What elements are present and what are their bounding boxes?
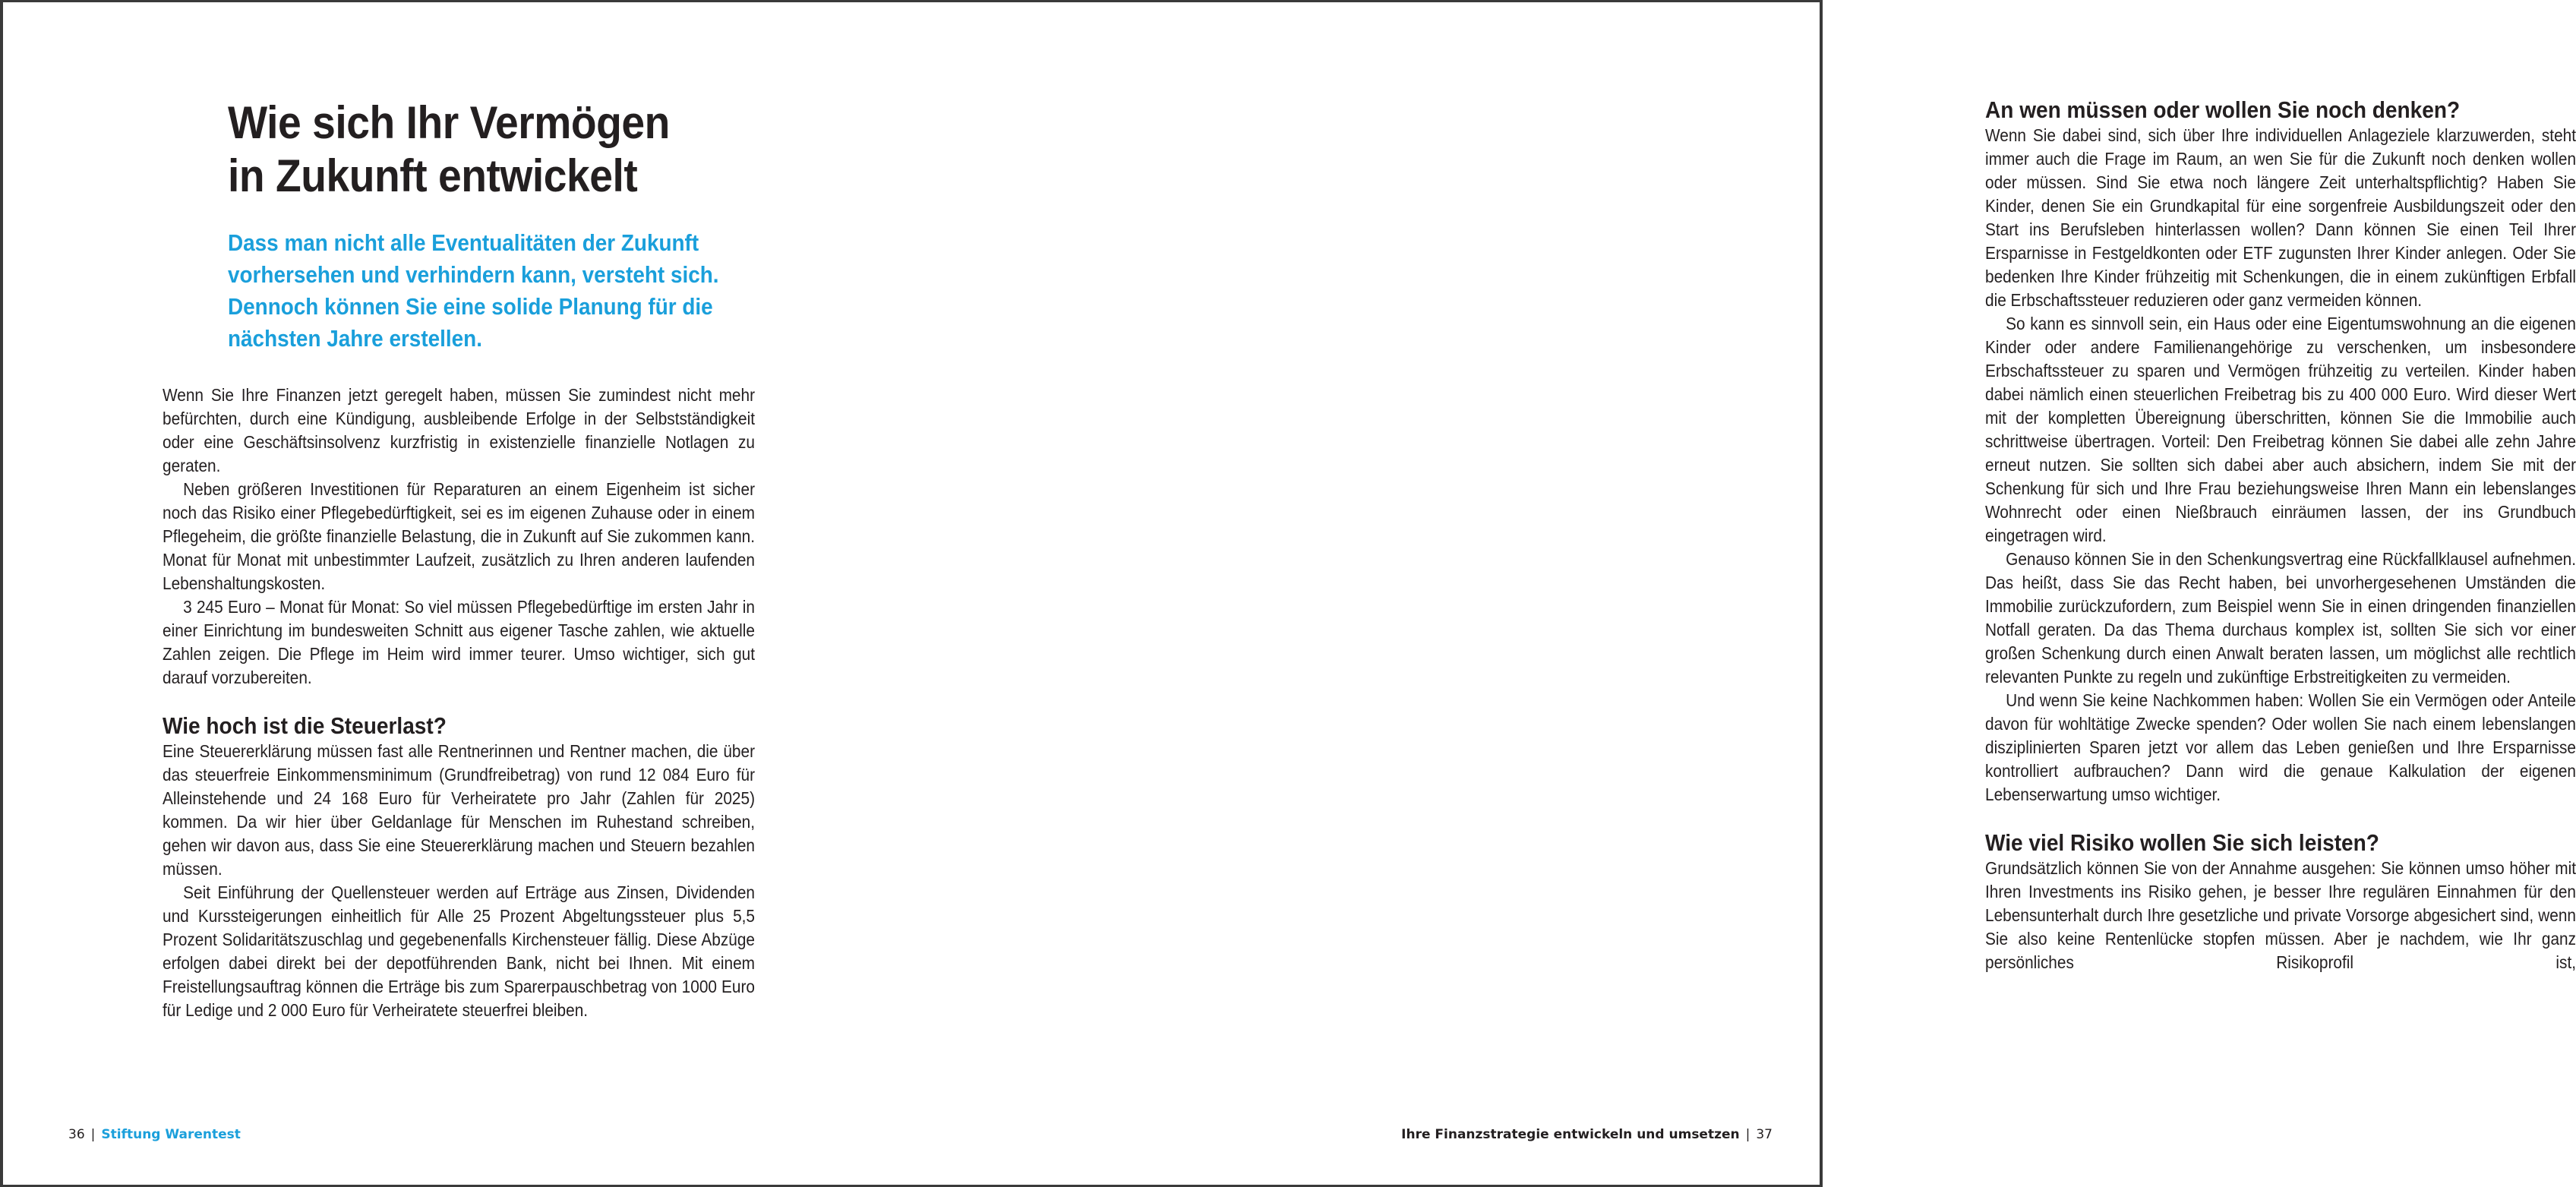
title-line-1: Wie sich Ihr Vermögen — [228, 97, 670, 148]
body-paragraph: So kann es sinnvoll sein, ein Haus oder eine Eigentumswohnung an die eigenen Kinder oder andere Familienangehörige zu verschenken, um insbesondere Erbschaftssteuer zu sparen und Vermögen frühzeitig zu verteilen. Kinder haben dabei nämlich einen steuerlichen Freibetrag bis zu 400 000 Euro. Wird dieser Wert mit der kompletten Übereignung überschritten, können Sie die Immobilie auch schrittweise übertragen. Vorteil: Den Freibetrag können Sie dabei alle zehn Jahre erneut nutzen. Sie sollten sich dabei aber auch absichern, indem Sie mit der Schenkung für sich und Ihre Frau beziehungsweise Ihren Mann ein lebenslanges Wohnrecht oder einen Nießbrauch einräumen lassen, der ins Grundbuch eingetragen wird. — [1985, 314, 2576, 545]
body-paragraph: Wenn Sie dabei sind, sich über Ihre individuellen Anlageziele klarzuwerden, steht immer auch die Frage im Raum, an wen Sie für die Zukunft noch denken wollen oder müssen. Sind Sie etwa noch längere Zeit unterhaltspflichtig? Haben Sie Kinder, denen Sie ein Grundkapital für eine sorgenfreie Ausbildungszeit oder den Start ins Berufsleben hinterlassen wollen? Dann können Sie einen Teil Ihrer Ersparnisse in Festgeldkonten oder ETF zugunsten Ihrer Kinder anlegen. Oder Sie bedenken Ihre Kinder frühzeitig mit Schenkungen, die in einem zukünftigen Erbfall die Erbschaftssteuer reduzieren oder ganz vermeiden können. — [1985, 125, 2576, 310]
footer-separator: | — [1745, 1127, 1750, 1142]
right-body-column — [1985, 96, 2576, 974]
right-page — [914, 2, 2576, 1185]
page-number-left: 36 — [68, 1127, 85, 1142]
page-number-right: 37 — [1756, 1127, 1773, 1142]
body-paragraph: Seit Einführung der Quellensteuer werden auf Erträge aus Zinsen, Dividenden und Kurssteigerungen einheitlich für Alle 25 Prozent Abgeltungssteuer plus 5,5 Prozent Solidaritätszuschlag und gegebenenfalls Kirchensteuer fällig. Diese Abzüge erfolgen dabei direkt bei der depotführenden Bank, nicht bei Ihnen. Mit einem Freistellungsauftrag können die Erträge bis zum Sparerpauschbetrag von 1000 Euro für Ledige und 2 000 Euro für Verheiratete steuerfrei bleiben. — [163, 882, 756, 1020]
body-paragraph: Wenn Sie Ihre Finanzen jetzt geregelt haben, müssen Sie zumindest nicht mehr befürchten, durch eine Kündigung, ausbleibende Erfolge in der Selbstständigkeit oder eine Geschäftsinsolvenz kurzfristig in existenzielle finanzielle Notlagen zu geraten. — [163, 385, 756, 475]
footer-left — [68, 1126, 241, 1143]
section-heading-steuerlast: Wie hoch ist die Steuerlast? — [163, 712, 447, 739]
lead-paragraph: Dass man nicht alle Eventualitäten der Zukunft vorhersehen und verhindern kann, versteht sich. Dennoch können Sie eine solide Planung für die nächsten Jahre erstellen. — [228, 229, 719, 352]
section-heading-risiko: Wie viel Risiko wollen Sie sich leisten? — [1985, 829, 2379, 856]
body-paragraph: Grundsätzlich können Sie von der Annahme ausgehen: Sie können umso höher mit Ihren Investments ins Risiko gehen, je besser Ihre regulären Einnahmen für den Lebensunterhalt durch Ihre gesetzliche und private Vorsorge abgesichert sind, wenn Sie also keine Rentenlücke stopfen müssen. Aber je nachdem, wie Ihr ganz persönliches Risikoprofil ist, — [1985, 858, 2576, 972]
body-paragraph: Und wenn Sie keine Nachkommen haben: Wollen Sie ein Vermögen oder Anteile davon für wohltätige Zwecke spenden? Oder wollen Sie nach einem lebenslangen disziplinierten Sparen jetzt vor allem das Leben genießen und Ihre Ersparnisse kontrolliert aufbrauchen? Dann wird die genaue Kalkulation der eigenen Lebenserwartung umso wichtiger. — [1985, 690, 2576, 804]
body-paragraph: Genauso können Sie in den Schenkungsvertrag eine Rückfallklausel aufnehmen. Das heißt, dass Sie das Recht haben, bei unvorhergesehenen Umständen die Immobilie zurückzufordern, zum Beispiel wenn Sie in einen dringenden finanziellen Notfall geraten. Da das Thema durchaus komplex ist, sollten Sie sich vor einer großen Schenkung durch einen Anwalt beraten lassen, um möglichst alle rechtlich relevanten Punkte zu regeln und zukünftige Erbstreitigkeiten zu vermeiden. — [1985, 549, 2576, 687]
chapter-title — [228, 96, 759, 203]
body-paragraph: Neben größeren Investitionen für Reparaturen an einem Eigenheim ist sicher noch das Risiko einer Pflegebedürftigkeit, sei es im eigenen Zuhause oder in einem Pflegeheim, die größte finanzielle Belastung, die in Zukunft auf Sie zukommen kann. Monat für Monat mit unbestimmter Laufzeit, zusätzlich zu Ihren anderen laufenden Lebenshaltungskosten. — [163, 479, 756, 593]
publisher-name: Stiftung Warentest — [101, 1127, 241, 1142]
left-page — [3, 2, 914, 1185]
section-heading-denken: An wen müssen oder wollen Sie noch denken? — [1985, 96, 2461, 123]
chapter-name: Ihre Finanzstrategie entwickeln und umsetzen — [1401, 1127, 1740, 1142]
title-line-2: in Zukunft entwickelt — [228, 150, 638, 201]
body-paragraph: 3 245 Euro – Monat für Monat: So viel müssen Pflegebedürftige im ersten Jahr in einer Einrichtung im bundesweiten Schnitt aus eigener Tasche zahlen, wie aktuelle Zahlen zeigen. Die Pflege im Heim wird immer teurer. Umso wichtiger, sich gut darauf vorzubereiten. — [163, 597, 756, 687]
footer-separator: | — [90, 1127, 96, 1142]
left-body-column — [163, 384, 755, 1022]
footer-right — [1401, 1126, 1773, 1143]
body-paragraph: Eine Steuererklärung müssen fast alle Rentnerinnen und Rentner machen, die über das steuerfreie Einkommensminimum (Grundfreibetrag) von rund 12 084 Euro für Alleinstehende und 24 168 Euro für Verheiratete pro Jahr (Zahlen für 2025) kommen. Da wir hier über Geldanlage für Menschen im Ruhestand schreiben, gehen wir davon aus, dass Sie eine Steuererklärung machen und Steuern bezahlen müssen. — [163, 741, 756, 879]
